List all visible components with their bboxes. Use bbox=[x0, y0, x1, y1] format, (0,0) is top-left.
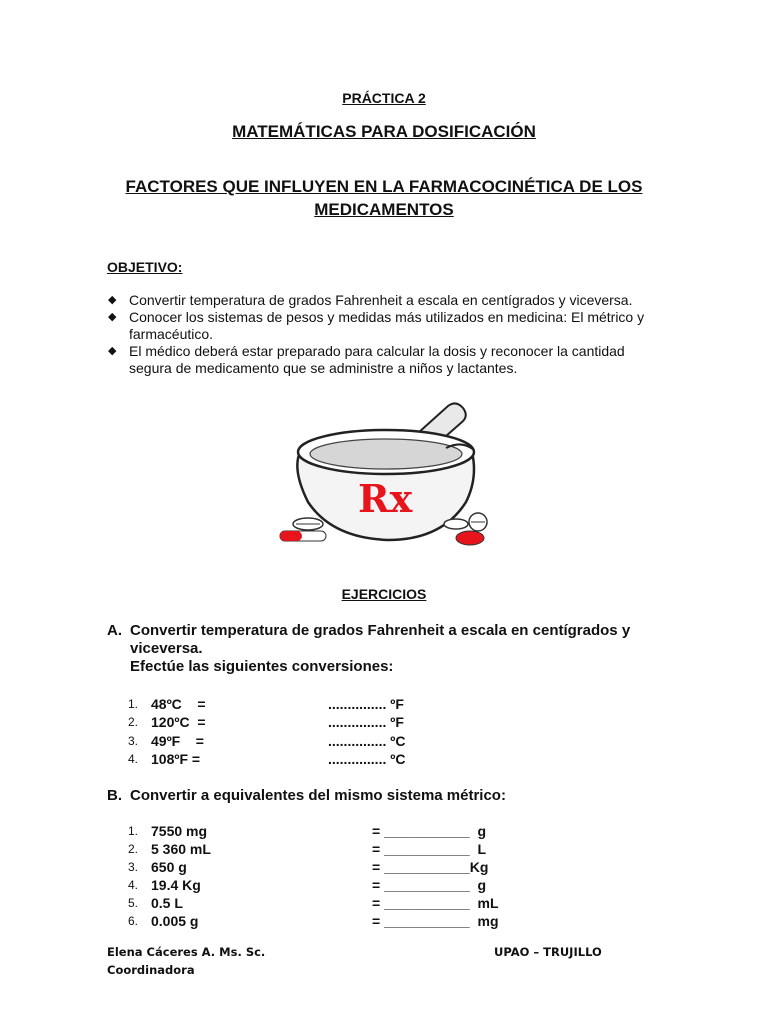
page-title-line1: FACTORES QUE INFLUYEN EN LA FARMACOCINÉTICA DE LOS bbox=[125, 177, 643, 196]
section-b-letter: B. bbox=[107, 787, 122, 804]
list-item: ◆ Conocer los sistemas de pesos y medidas más utilizados en medicina: El métrico y farmacéutico. bbox=[108, 309, 645, 342]
section-a-letter: A. bbox=[107, 622, 122, 639]
list-item: ◆ El médico deberá estar preparado para calcular la dosis y reconocer la cantidad segura de medicamento que se administre a niños y lactantes. bbox=[108, 343, 625, 376]
list-item: ◆ Convertir temperatura de grados Fahrenheit a escala en centígrados y viceversa. bbox=[108, 292, 633, 308]
page-title-line2: MEDICAMENTOS bbox=[314, 200, 454, 219]
section-b-title: Convertir a equivalentes del mismo sistema métrico: bbox=[130, 787, 506, 804]
diamond-bullet-icon: ◆ bbox=[108, 294, 117, 306]
exercises-heading: EJERCICIOS bbox=[341, 586, 427, 602]
footer-author: Elena Cáceres A. Ms. Sc. bbox=[107, 945, 266, 959]
rx-label: Rx bbox=[358, 476, 413, 521]
page-title bbox=[0, 175, 768, 221]
subject-title: MATEMÁTICAS PARA DOSIFICACIÓN bbox=[232, 122, 536, 141]
objective-list bbox=[107, 292, 667, 377]
practice-number: PRÁCTICA 2 bbox=[342, 90, 426, 106]
diamond-bullet-icon: ◆ bbox=[108, 345, 117, 357]
footer-role: Coordinadora bbox=[107, 963, 195, 977]
footer-institution: UPAO – TRUJILLO bbox=[494, 945, 602, 959]
section-b bbox=[107, 787, 650, 805]
section-a-title-line1: Convertir temperatura de grados Fahrenheit a escala en centígrados y bbox=[130, 622, 631, 639]
section-a-instruction: Efectúe las siguientes conversiones: bbox=[130, 658, 394, 675]
mortar-pestle-rx-icon bbox=[270, 390, 510, 550]
section-a-title-line2: viceversa. bbox=[130, 640, 203, 657]
diamond-bullet-icon: ◆ bbox=[108, 311, 117, 323]
objective-heading: OBJETIVO: bbox=[107, 259, 183, 275]
section-a bbox=[107, 622, 650, 676]
